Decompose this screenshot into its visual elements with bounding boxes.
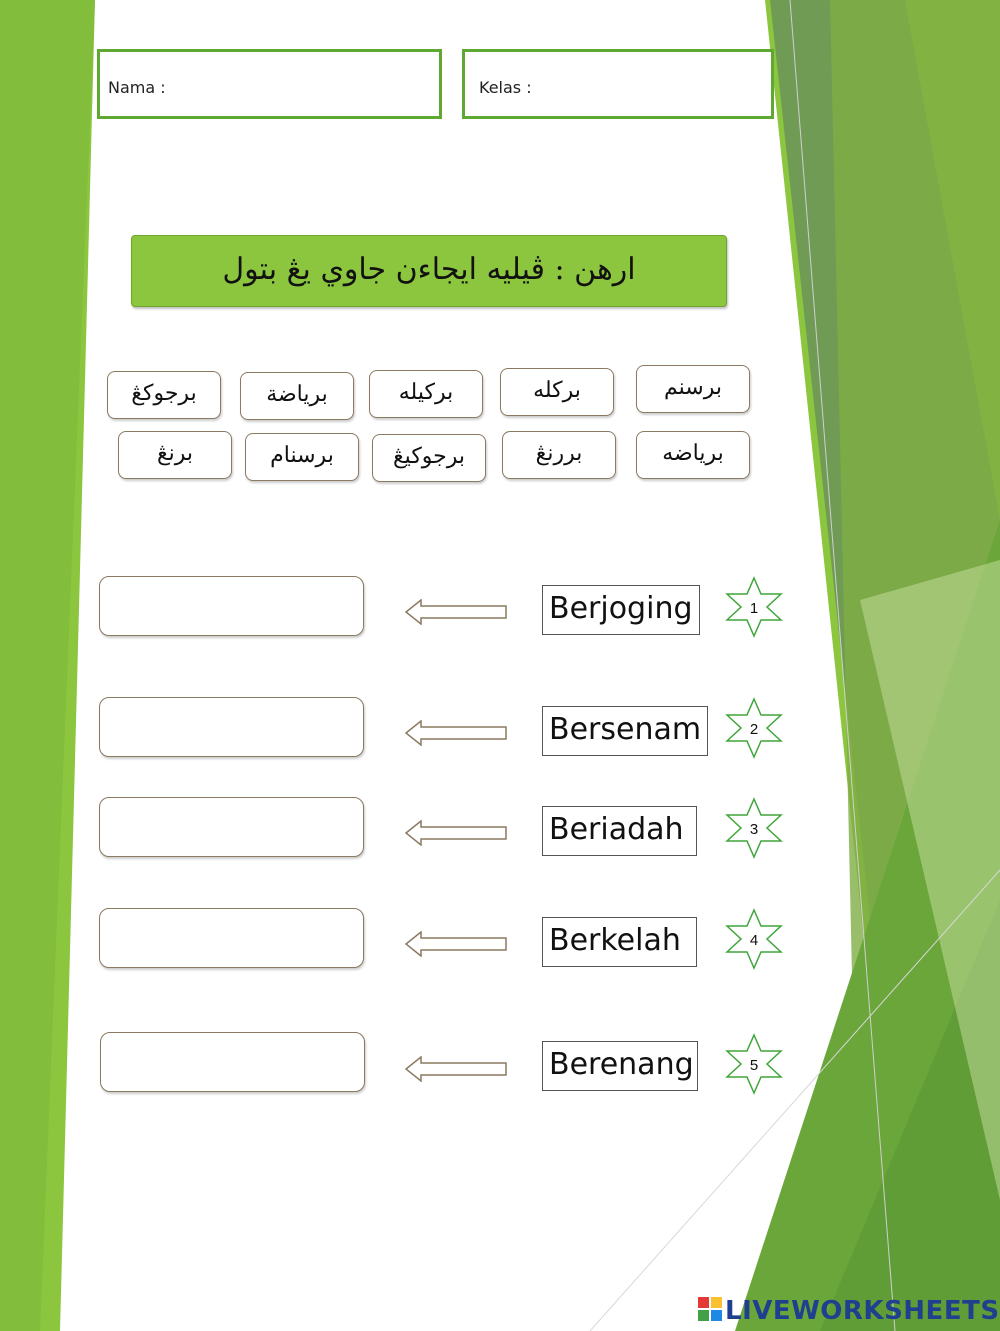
arrow-left-icon (405, 720, 507, 746)
arrow-left-icon (405, 599, 507, 625)
word-chip[interactable]: بررنڠ (502, 431, 616, 479)
word-chip[interactable]: برجوکيڠ (372, 434, 486, 482)
word-chip[interactable]: برکيله (369, 370, 483, 418)
answer-box-1[interactable] (99, 576, 364, 636)
arrow-left-icon (405, 931, 507, 957)
malay-word-5: Berenang (542, 1041, 698, 1091)
arrow-left-icon (405, 1056, 507, 1082)
answer-box-5[interactable] (100, 1032, 365, 1092)
name-field[interactable] (97, 49, 442, 119)
instruction-banner: ارهن : ڤيليه ايجاءن جاوي يڠ بتول (131, 235, 727, 307)
answer-box-3[interactable] (99, 797, 364, 857)
question-number-2: 2 (749, 721, 759, 738)
malay-word-1: Berjoging (542, 585, 700, 635)
star-icon (723, 697, 785, 759)
word-chip[interactable]: برياضة (240, 372, 354, 420)
star-icon (723, 908, 785, 970)
brand-text: LIVEWORKSHEETS (725, 1296, 1000, 1326)
word-chip[interactable]: برنڠ (118, 431, 232, 479)
star-icon (723, 576, 785, 638)
answer-box-4[interactable] (99, 908, 364, 968)
word-chip[interactable]: برجوکڠ (107, 371, 221, 419)
star-icon (723, 797, 785, 859)
word-chip[interactable]: برکله (500, 368, 614, 416)
class-label: Kelas : (479, 78, 532, 97)
malay-word-3: Beriadah (542, 806, 697, 856)
word-chip[interactable]: برسنم (636, 365, 750, 413)
question-number-4: 4 (749, 932, 759, 949)
question-number-5: 5 (749, 1057, 759, 1074)
malay-word-2: Bersenam (542, 706, 708, 756)
word-chip[interactable]: برسنام (245, 433, 359, 481)
class-field[interactable] (462, 49, 774, 119)
malay-word-4: Berkelah (542, 917, 697, 967)
arrow-left-icon (405, 820, 507, 846)
star-icon (723, 1033, 785, 1095)
name-label: Nama : (108, 78, 166, 97)
liveworksheets-logo-icon (697, 1296, 723, 1322)
question-number-1: 1 (749, 600, 759, 617)
answer-box-2[interactable] (99, 697, 364, 757)
liveworksheets-logo (697, 1296, 1000, 1326)
word-chip[interactable]: برياضه (636, 431, 750, 479)
question-number-3: 3 (749, 821, 759, 838)
